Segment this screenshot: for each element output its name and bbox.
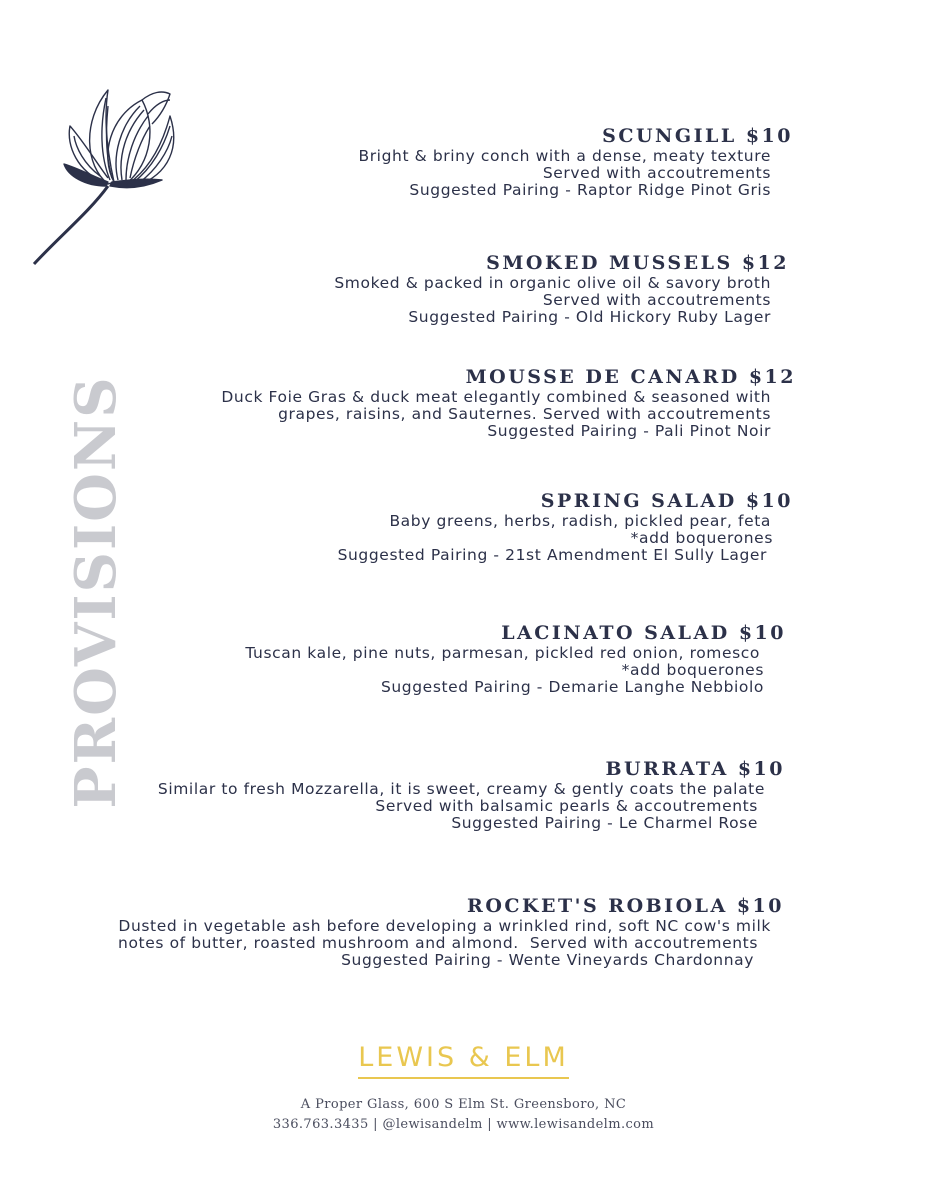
item-pairing: Suggested Pairing - Old Hickory Ruby Lager (408, 308, 771, 326)
brand-name: LEWIS & ELM (358, 1042, 569, 1079)
item-title: ROCKET'S ROBIOLA $10 (467, 895, 784, 917)
item-title: SMOKED MUSSELS $12 (486, 252, 789, 274)
item-description: *add boquerones (621, 661, 764, 679)
item-description: grapes, raisins, and Sauternes. Served with accoutrements (278, 405, 771, 423)
menu-item (158, 757, 785, 832)
menu-item (334, 251, 789, 326)
menu-item (245, 621, 786, 696)
footer-address: A Proper Glass, 600 S Elm St. Greensboro, NC (300, 1097, 627, 1112)
item-title: SCUNGILL $10 (602, 125, 793, 147)
item-pairing: Suggested Pairing - Wente Vineyards Chardonnay (341, 951, 754, 969)
item-description: notes of butter, roasted mushroom and almond. Served with accoutrements (118, 934, 758, 952)
item-description: Smoked & packed in organic olive oil & savory broth (334, 274, 771, 292)
item-title: MOUSSE DE CANARD $12 (465, 366, 796, 388)
item-pairing: Suggested Pairing - Le Charmel Rose (451, 814, 758, 832)
item-description: Bright & briny conch with a dense, meaty texture (358, 147, 771, 165)
item-description: *add boquerones (630, 529, 773, 547)
item-title: BURRATA $10 (605, 758, 785, 780)
item-description: Served with balsamic pearls & accoutrements (375, 797, 758, 815)
menu-item (358, 124, 793, 199)
item-description: Baby greens, herbs, radish, pickled pear, feta (389, 512, 771, 530)
menu-item (221, 365, 796, 440)
item-title: SPRING SALAD $10 (540, 490, 793, 512)
item-description: Tuscan kale, pine nuts, parmesan, pickled red onion, romesco (245, 644, 760, 662)
lotus-flower-icon (30, 86, 180, 268)
item-title: LACINATO SALAD $10 (501, 622, 786, 644)
item-pairing: Suggested Pairing - Pali Pinot Noir (487, 422, 771, 440)
item-pairing: Suggested Pairing - Raptor Ridge Pinot Gris (409, 181, 771, 199)
menu-item (338, 489, 793, 564)
brand-logo (0, 1042, 927, 1079)
section-title-vertical: PROVISIONS (63, 375, 129, 809)
item-description: Similar to fresh Mozzarella, it is sweet, creamy & gently coats the palate (157, 780, 765, 798)
menu-item (118, 894, 784, 969)
item-description: Duck Foie Gras & duck meat elegantly combined & seasoned with (221, 388, 771, 406)
item-description: Dusted in vegetable ash before developing a wrinkled rind, soft NC cow's milk (118, 917, 771, 935)
item-description: Served with accoutrements (542, 291, 771, 309)
item-pairing: Suggested Pairing - 21st Amendment El Sully Lager (337, 546, 767, 564)
item-description: Served with accoutrements (542, 164, 771, 182)
footer-contact: 336.763.3435 | @lewisandelm | www.lewisandelm.com (272, 1117, 655, 1132)
item-pairing: Suggested Pairing - Demarie Langhe Nebbiolo (380, 678, 764, 696)
